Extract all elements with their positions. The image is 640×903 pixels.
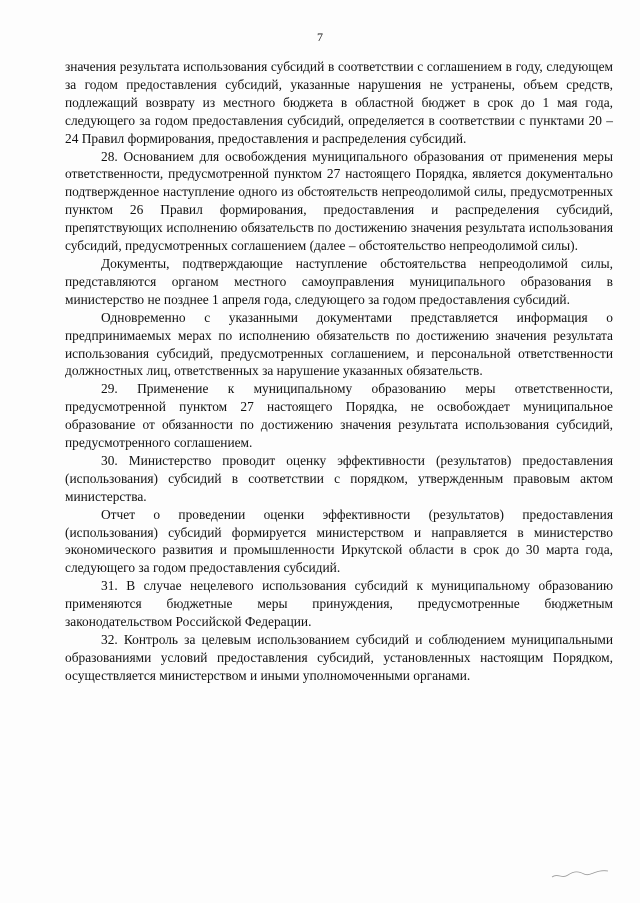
paragraph-32: 32. Контроль за целевым использованием субсидий и соблюдением муниципальными образованиями условий предоставления субсидий, установленных настоящим Порядком, осуществляется министерством и иными уполномоченными органами. [65, 632, 613, 683]
body-text [65, 58, 613, 685]
paragraph-28: 28. Основанием для освобождения муниципального образования от применения меры ответственности, предусмотренной пунктом 27 настоящего Порядка, является документально подтвержденное наступление одного из обстоятельств непреодолимой силы, предусмотренных пунктом 26 Правил формирования, предоставления и распределения субсидий, препятствующих исполнению обязательств по достижению значения результата использования субсидий, предусмотренных соглашением (далее – обстоятельство непреодолимой силы). [65, 148, 613, 254]
page-number: 7 [317, 30, 323, 44]
paragraph-28-information: Одновременно с указанными документами представляется информация о предпринимаемых мерах по исполнению обязательств по достижению значения результата использования субсидий, предусмотренных соглашением, и персональной ответственности должностных лиц, ответственных за нарушение указанных обязательств. [65, 309, 613, 379]
paragraph-continuation: значения результата использования субсидий в соответствии с соглашением в году, следующем за годом предоставления субсидий, указанные нарушения не устранены, объем средств, подлежащий возврату из местного бюджета в областной бюджет в срок до 1 мая года, следующего за годом предоставления субсидий, определяется в соответствии с пунктами 20 – 24 Правил формирования, предоставления и распределения субсидий. [65, 59, 613, 146]
handwritten-mark [550, 863, 610, 881]
paragraph-28-documents: Документы, подтверждающие наступление обстоятельства непреодолимой силы, представляются органом местного самоуправления муниципального образования в министерство не позднее 1 апреля года, следующего за годом предоставления субсидий. [65, 255, 613, 307]
paragraph-30: 30. Министерство проводит оценку эффективности (результатов) предоставления (использования) субсидий в соответствии с порядком, утвержденным правовым актом министерства. [65, 452, 613, 504]
paragraph-29: 29. Применение к муниципальному образованию меры ответственности, предусмотренной пунктом 27 настоящего Порядка, не освобождает муниципальное образование от обязанности по достижению значения результата использования субсидий, предусмотренного соглашением. [65, 381, 613, 451]
paragraph-31: 31. В случае нецелевого использования субсидий к муниципальному образованию применяются бюджетные меры принуждения, предусмотренные бюджетным законодательством Российской Федерации. [65, 578, 613, 630]
paragraph-30-report: Отчет о проведении оценки эффективности (результатов) предоставления (использования) субсидий формируется министерством и направляется в министерство экономического развития и промышленности Иркутской области в срок до 30 марта года, следующего за годом предоставления субсидий. [65, 506, 613, 576]
